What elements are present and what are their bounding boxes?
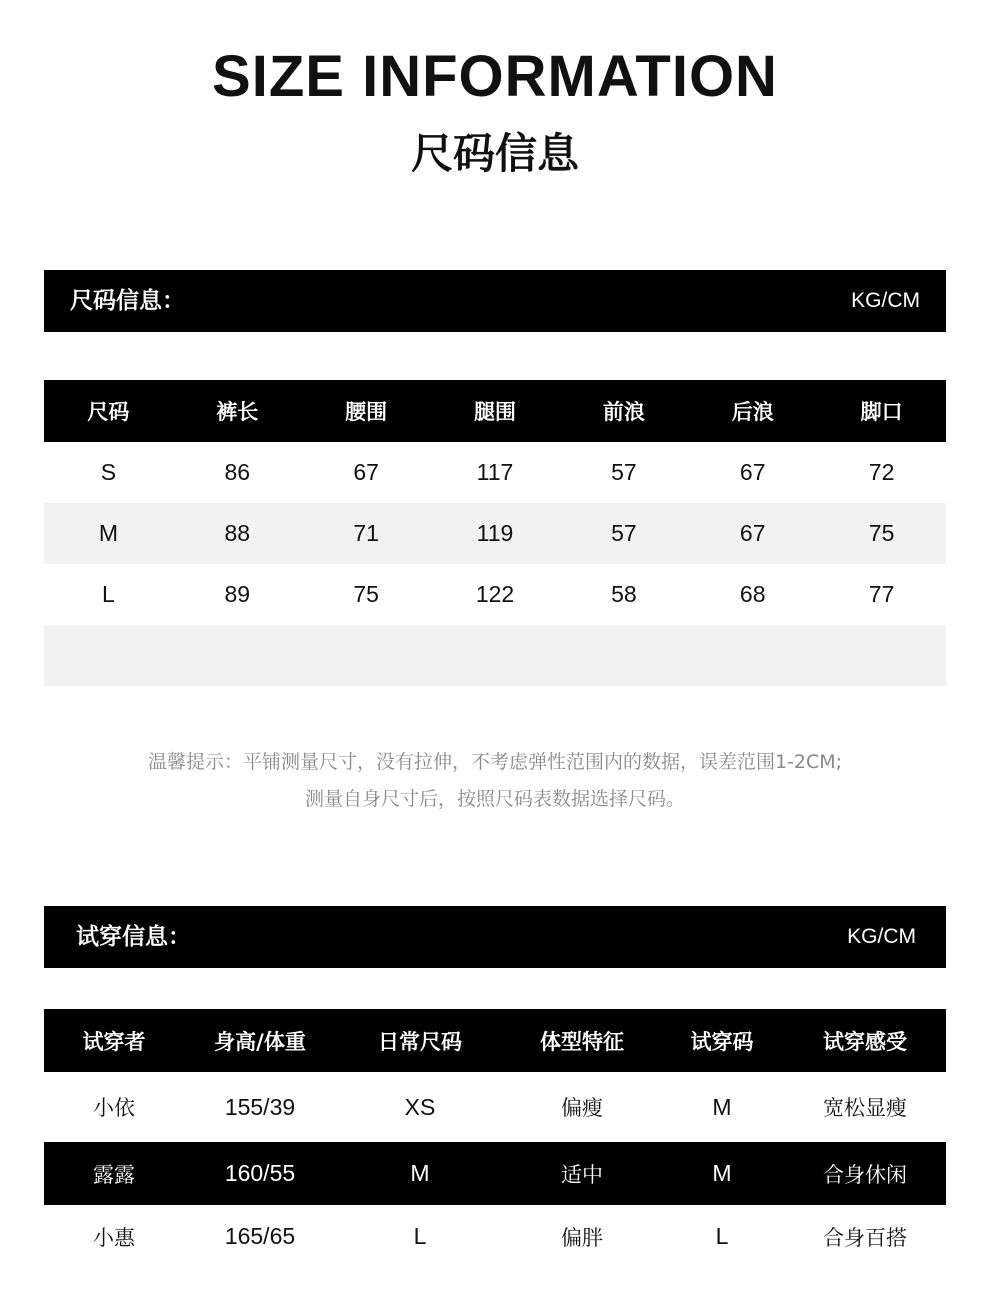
column-header: 尺码 xyxy=(87,400,130,424)
table-cell: 偏瘦 xyxy=(561,1096,603,1120)
column-header: 体型特征 xyxy=(540,1029,624,1054)
size-section-label: 尺码信息： xyxy=(70,288,185,314)
table-cell: 89 xyxy=(224,581,251,607)
size-section-bar xyxy=(44,270,946,332)
table-cell: 57 xyxy=(611,459,637,485)
column-header: 前浪 xyxy=(602,400,645,424)
table-row xyxy=(44,503,946,564)
try-section-label: 试穿信息： xyxy=(76,924,191,950)
table-cell: 72 xyxy=(868,459,895,485)
column-header: 脚口 xyxy=(860,400,903,424)
table-cell: 122 xyxy=(475,581,515,607)
table-cell: 小惠 xyxy=(93,1225,135,1250)
table-row xyxy=(44,442,946,503)
table-row xyxy=(44,1072,946,1142)
table-cell: 67 xyxy=(739,459,766,485)
table-cell: S xyxy=(100,459,117,485)
table-cell: 165/65 xyxy=(224,1223,296,1249)
table-cell: 合身百搭 xyxy=(823,1225,907,1250)
column-header: 裤长 xyxy=(216,400,259,424)
table-cell: 86 xyxy=(224,459,251,485)
table-cell: 77 xyxy=(868,581,895,607)
table-cell: 57 xyxy=(611,520,637,546)
column-header: 试穿码 xyxy=(690,1029,754,1054)
size-table xyxy=(44,380,946,686)
column-header: 日常尺码 xyxy=(378,1029,462,1054)
table-cell: 58 xyxy=(611,581,637,607)
table-cell: M xyxy=(410,1160,430,1186)
table-cell: L xyxy=(715,1223,729,1249)
table-cell: 160/55 xyxy=(224,1160,296,1186)
table-cell: M xyxy=(98,520,119,546)
column-header: 试穿者 xyxy=(82,1029,146,1054)
size-section-unit: KG/CM xyxy=(851,289,920,312)
table-cell: L xyxy=(413,1223,427,1249)
page-title-en: SIZE INFORMATION xyxy=(212,44,778,109)
table-cell: 宽松显瘦 xyxy=(823,1096,907,1120)
try-section-unit: KG/CM xyxy=(847,925,916,948)
page-title-cn: 尺码信息 xyxy=(410,129,579,178)
table-cell: 155/39 xyxy=(224,1093,296,1120)
table-cell: M xyxy=(712,1093,732,1120)
column-header: 腰围 xyxy=(345,400,388,424)
try-section-bar xyxy=(44,906,946,968)
column-header: 腿围 xyxy=(474,400,516,424)
table-cell: 117 xyxy=(476,459,514,485)
table-cell: 88 xyxy=(224,520,251,546)
try-table-header xyxy=(44,1009,946,1072)
column-header: 身高/体重 xyxy=(214,1029,306,1054)
table-cell: 75 xyxy=(868,520,895,546)
column-header: 后浪 xyxy=(731,400,774,424)
table-cell: 露露 xyxy=(93,1162,135,1187)
table-row-empty xyxy=(44,625,946,686)
table-cell: 合身休闲 xyxy=(823,1162,907,1187)
table-row xyxy=(44,1142,946,1205)
table-cell: 68 xyxy=(739,581,766,607)
table-cell: 67 xyxy=(739,520,766,546)
try-table xyxy=(44,1009,946,1268)
table-cell: XS xyxy=(404,1093,436,1120)
table-cell: 67 xyxy=(353,459,379,485)
table-cell: 75 xyxy=(353,581,379,607)
size-table-header xyxy=(44,380,946,442)
table-row xyxy=(44,1205,946,1268)
table-cell: 适中 xyxy=(561,1162,603,1187)
tip-line-1: 温馨提示：平铺测量尺寸，没有拉伸，不考虑弹性范围内的数据，误差范围1-2CM; xyxy=(147,751,843,773)
table-row xyxy=(44,564,946,625)
table-cell: 71 xyxy=(353,520,379,546)
table-cell: 偏胖 xyxy=(561,1225,603,1250)
tip-line-2: 测量自身尺寸后，按照尺码表数据选择尺码。 xyxy=(304,788,685,810)
tip-note xyxy=(0,744,990,818)
table-cell: L xyxy=(102,581,115,607)
table-cell: 小依 xyxy=(93,1096,135,1120)
table-cell: M xyxy=(712,1160,732,1186)
column-header: 试穿感受 xyxy=(823,1029,907,1054)
table-cell: 119 xyxy=(476,520,514,546)
